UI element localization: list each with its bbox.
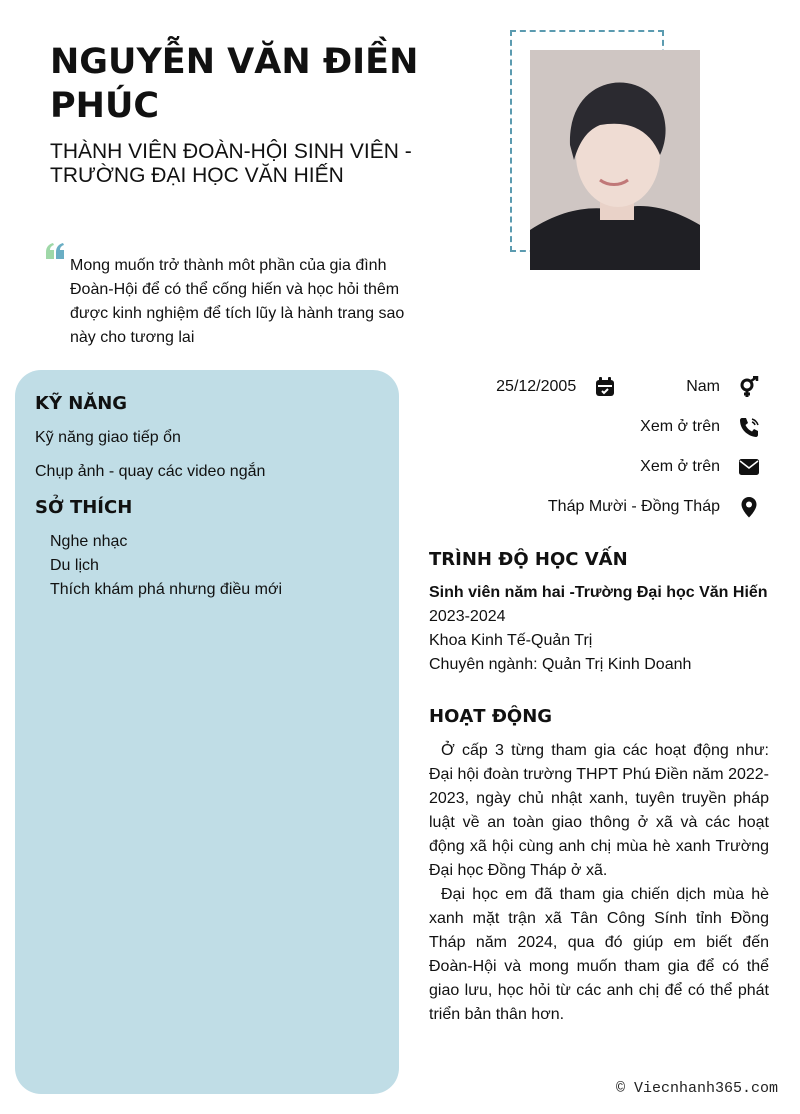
career-objective: Mong muốn trở thành môt phần của gia đình Đoàn-Hội để có thể cống hiến và học hỏi thêm được kinh nghiệm để tích lũy là hành trang sao này cho tương lai — [70, 257, 405, 346]
candidate-name: NGUYỄN VĂN ĐIỀN PHÚC — [50, 42, 419, 126]
position-title: THÀNH VIÊN ĐOÀN-HỘI SINH VIÊN - TRƯỜNG ĐẠI HỌC VĂN HIẾN — [50, 140, 412, 187]
hobby-item: Nghe nhạc — [50, 533, 128, 550]
address-row — [548, 493, 760, 521]
phone-value: Xem ở trên — [640, 418, 720, 435]
skills-heading: KỸ NĂNG — [35, 393, 128, 414]
footer-watermark: © Viecnhanh365.com — [615, 1080, 778, 1097]
phone-row — [640, 413, 760, 441]
quote-icon — [44, 243, 66, 259]
hobbies-heading: SỞ THÍCH — [35, 497, 133, 518]
calendar-icon — [594, 376, 616, 398]
gender-icon — [738, 376, 760, 398]
skill-item: Kỹ năng giao tiếp ổn — [35, 429, 181, 446]
skill-item: Chụp ảnh - quay các video ngắn — [35, 463, 266, 480]
hobby-item: Du lịch — [50, 557, 99, 574]
activities-body — [429, 739, 769, 1027]
education-heading: TRÌNH ĐỘ HỌC VẤN — [429, 549, 628, 570]
birthdate: 25/12/2005 — [496, 378, 577, 395]
birth-gender-row — [496, 373, 760, 401]
map-pin-icon — [738, 496, 760, 518]
activity-paragraph: Ở cấp 3 từng tham gia các hoạt động như: Đại hội đoàn trường THPT Phú Điền năm 2022-2023, ngày chủ nhật xanh, tuyên truyền pháp luật về an toàn giao thông ở xã và các hoạt động xã hội cùng anh chị mùa hè xanh Trường Đại học Đồng Tháp ở xã. — [429, 742, 769, 879]
gender: Nam — [686, 378, 720, 395]
education-faculty: Khoa Kinh Tế-Quản Trị — [429, 632, 593, 649]
activity-paragraph: Đại học em đã tham gia chiến dịch mùa hè xanh mặt trận xã Tân Công Sính tỉnh Đồng Tháp năm 2024, qua đó giúp em biết đến Đoàn-Hội và mong muốn tham gia để có thể giao lưu, học hỏi từ các anh chị để có thể phát triển bản thân hơn. — [429, 886, 769, 1023]
hobby-item: Thích khám phá nhưng điều mới — [50, 581, 282, 598]
email-row — [640, 453, 760, 481]
activities-heading: HOẠT ĐỘNG — [429, 706, 553, 727]
profile-photo — [530, 50, 700, 270]
education-school: Sinh viên năm hai -Trường Đại học Văn Hiến — [429, 584, 768, 601]
address-value: Tháp Mười - Đồng Tháp — [547, 498, 720, 515]
phone-icon — [738, 416, 760, 438]
envelope-icon — [738, 456, 760, 478]
email-value: Xem ở trên — [640, 458, 720, 475]
education-major: Chuyên ngành: Quản Trị Kinh Doanh — [429, 656, 692, 673]
education-years: 2023-2024 — [429, 608, 506, 625]
